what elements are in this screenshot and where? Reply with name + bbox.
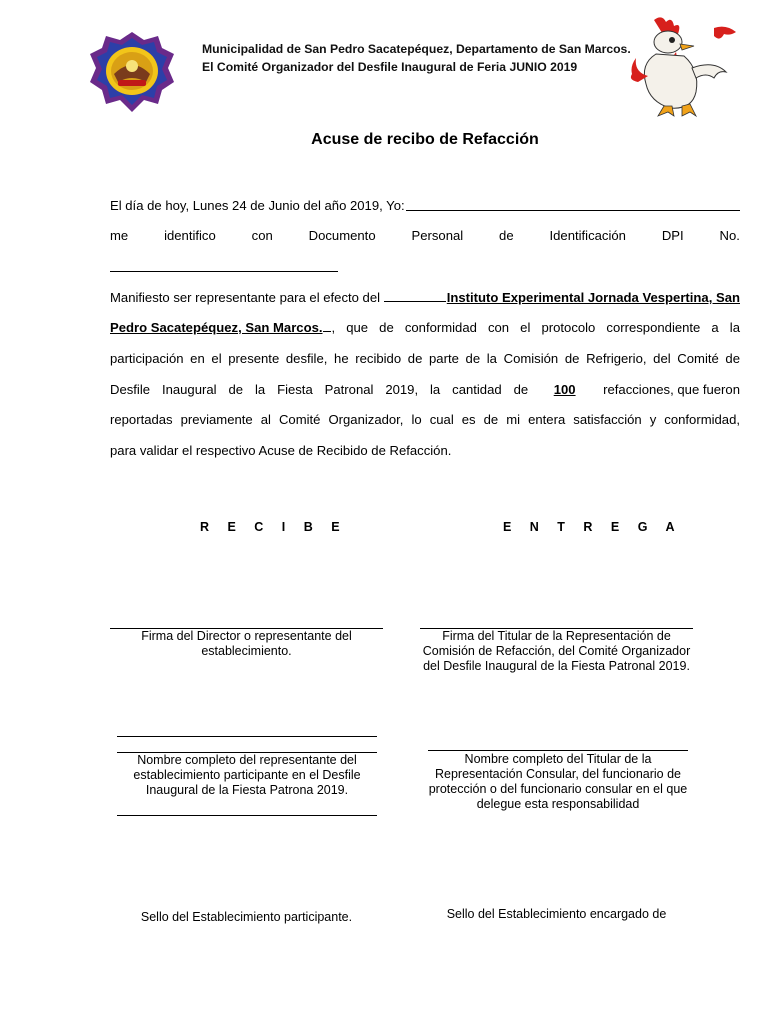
conformity-text: , que de conformidad con el protocolo correspondiente a la (331, 320, 740, 335)
paragraph2-line5: reportadas previamente al Comité Organizador, lo cual es de mi entera satisfacción y conformidad, (110, 412, 740, 427)
word: me (110, 228, 129, 243)
entrega-name-caption: Nombre completo del Titular de la Representación Consular, del funcionario de protección o del funcionario consular en el que delegue esta responsabilidad (428, 752, 688, 811)
word: Personal (411, 228, 464, 243)
word: identifico (164, 228, 216, 243)
word: de (499, 228, 514, 243)
recibe-name-line-3 (117, 815, 377, 816)
date-text: El día de hoy, Lunes 24 de Junio del año 2019, Yo: (110, 198, 405, 213)
recibe-signature-caption: Firma del Director o representante del establecimiento. (141, 629, 352, 658)
recibe-heading: R E C I B E (200, 520, 348, 534)
name-blank (406, 198, 740, 211)
institution-underline-tail (323, 320, 331, 332)
word: con (251, 228, 273, 243)
entrega-name-line (428, 750, 688, 751)
word: Identificación (549, 228, 626, 243)
quantity-prefix: Desfile Inaugural de la Fiesta Patronal 2019, la cantidad de (110, 382, 529, 397)
paragraph2-line1 (110, 290, 740, 305)
institution-name: Instituto Experimental Jornada Vespertina, San (446, 290, 740, 305)
recibe-name-caption: Nombre completo del representante del establecimiento participante en el Desfile Inaugural de la Fiesta Patrona 2019. (133, 753, 361, 797)
word: Documento (308, 228, 376, 243)
identification-line (110, 228, 740, 243)
word: No. (719, 228, 740, 243)
institution-name-cont: Pedro Sacatepéquez, San Marcos. (110, 320, 323, 335)
entrega-signature-caption: Firma del Titular de la Representación de Comisión de Refacción, del Comité Organizador del Desfile Inaugural de la Fiesta Patronal 2019. (422, 629, 691, 673)
paragraph2-line6: para validar el respectivo Acuse de Recibido de Refacción. (110, 443, 452, 458)
header-municipality: Municipalidad de San Pedro Sacatepéquez, Departamento de San Marcos. (202, 42, 631, 56)
dpi-blank (110, 271, 338, 272)
entrega-heading: E N T R E G A (503, 520, 682, 534)
date-line (110, 198, 740, 213)
paragraph2-line4 (110, 382, 740, 397)
paragraph2-line2 (110, 320, 740, 335)
manifest-text: Manifiesto ser representante para el efecto del (110, 290, 381, 305)
municipal-emblem-icon (86, 30, 178, 114)
page-title: Acuse de recibo de Refacción (311, 131, 539, 148)
quantity-suffix: refacciones, que fueron (603, 382, 740, 397)
recibe-seal-caption: Sello del Establecimiento participante. (140, 910, 353, 924)
word: DPI (661, 228, 684, 243)
paragraph2-line3: participación en el presente desfile, he recibido de parte de la Comisión de Refrigerio, del Comité de (110, 351, 740, 366)
rooster-mascot-icon (626, 14, 748, 118)
recibe-name-line-1 (117, 736, 377, 737)
header-committee: El Comité Organizador del Desfile Inaugural de Feria JUNIO 2019 (202, 60, 578, 74)
quantity-value: 100 (553, 382, 576, 397)
institution-underline (384, 290, 446, 302)
entrega-seal-caption: Sello del Establecimiento encargado de (446, 907, 667, 921)
